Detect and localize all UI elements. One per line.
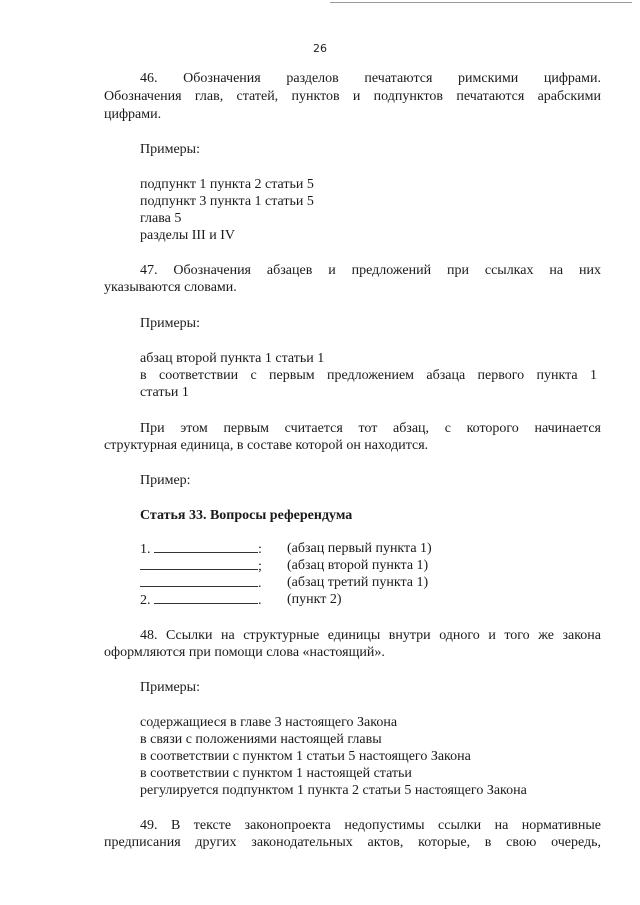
blank-line	[140, 574, 258, 587]
example-2-2: в соответствии с первым предложением абзаца первого пункта 1	[140, 368, 597, 383]
p46-line-1: 46. Обозначения разделов печатаются римскими цифрами.	[140, 71, 601, 86]
example-label: Пример:	[140, 473, 191, 488]
example-1-1: подпункт 1 пункта 2 статьи 5	[140, 177, 314, 192]
template-row-2	[140, 557, 262, 574]
template-note-2: (абзац второй пункта 1)	[287, 558, 429, 573]
example-3-1: содержащиеся в главе 3 настоящего Закона	[140, 715, 398, 730]
template-row-4	[140, 591, 262, 608]
example-1-2: подпункт 3 пункта 1 статьи 5	[140, 194, 314, 209]
p46-line-3: цифрами.	[104, 107, 162, 122]
example-3-3: в соответствии с пунктом 1 статьи 5 настоящего Закона	[140, 749, 471, 764]
example-2-1: абзац второй пункта 1 статьи 1	[140, 351, 325, 366]
p49-line-2: предписания других законодательных актов, которые, в свою очередь,	[104, 835, 601, 850]
template-row-1	[140, 540, 262, 557]
row-punct: :	[258, 542, 262, 557]
row-number: 2.	[140, 593, 151, 608]
blank-line	[140, 557, 258, 570]
template-note-4: (пункт 2)	[287, 592, 342, 607]
row-number: 1.	[140, 542, 151, 557]
p48-line-2: оформляются при помощи слова «настоящий».	[104, 645, 385, 660]
p48-line-1: 48. Ссылки на структурные единицы внутри одного и того же закона	[140, 628, 601, 643]
example-2-3: статьи 1	[140, 385, 189, 400]
p49-line-1: 49. В тексте законопроекта недопустимы ссылки на нормативные	[140, 818, 601, 833]
p46-line-2: Обозначения глав, статей, пунктов и подпунктов печатаются арабскими	[104, 89, 601, 104]
example-3-2: в связи с положениями настоящей главы	[140, 732, 382, 747]
example-3-5: регулируется подпунктом 1 пункта 2 статьи 5 настоящего Закона	[140, 783, 527, 798]
examples-label-3: Примеры:	[140, 680, 200, 695]
blank-line	[154, 540, 258, 553]
row-punct: .	[258, 576, 262, 591]
row-punct: ;	[258, 559, 262, 574]
examples-label-1: Примеры:	[140, 142, 200, 157]
template-row-3	[140, 574, 262, 591]
page-number: 26	[313, 42, 327, 55]
note-line-2: структурная единица, в составе которой он находится.	[104, 438, 429, 453]
example-3-4: в соответствии с пунктом 1 настоящей статьи	[140, 766, 412, 781]
example-1-4: разделы III и IV	[140, 228, 235, 243]
example-1-3: глава 5	[140, 211, 182, 226]
row-punct: .	[258, 593, 262, 608]
template-note-1: (абзац первый пункта 1)	[287, 541, 432, 556]
p47-line-1: 47. Обозначения абзацев и предложений при ссылках на них	[140, 263, 601, 278]
examples-label-2: Примеры:	[140, 316, 200, 331]
p47-line-2: указываются словами.	[104, 280, 237, 295]
top-rule	[330, 2, 632, 3]
blank-line	[154, 591, 258, 604]
note-line-1: При этом первым считается тот абзац, с которого начинается	[140, 421, 601, 436]
template-note-3: (абзац третий пункта 1)	[287, 575, 429, 590]
article-heading: Статья 33. Вопросы референдума	[140, 508, 353, 523]
